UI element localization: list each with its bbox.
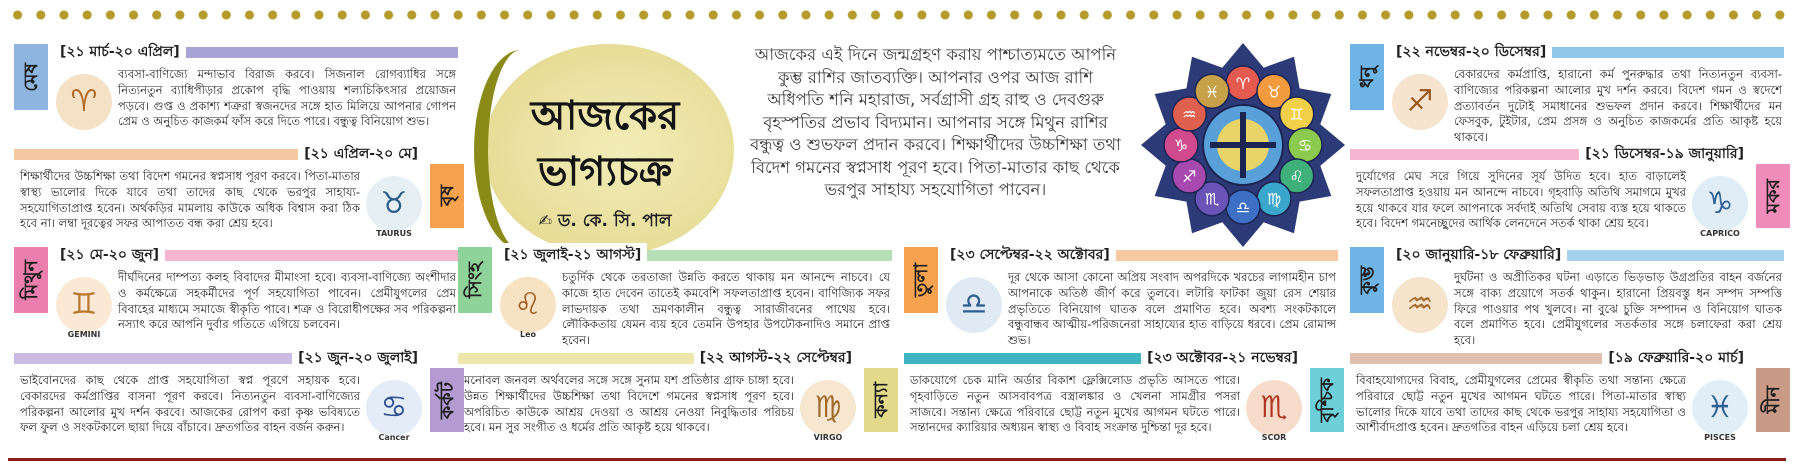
zodiac-karkat-icon xyxy=(366,380,422,442)
sign-block-brisha xyxy=(14,142,464,242)
sign-prediction-text: দীর্ঘদিনের দাম্পত্য কলহ বিবাদের মীমাংসা হবে। ব্যবসা-বাণিজ্যে অংশীদার ও কর্মক্ষেত্রে সহকর্মীদের পূর্ণ সহযোগিতা পাবেন। প্রেমীযুগলের প্রেম বিবাহের মাধ্যমে সমাজে স্বীকৃতি পাবে। শত্রু ও বিরোধীপক্ষের সব পরিকল্পনা নস্যাৎ করে আপনি দুর্বার গতিতে এগিয়ে চলবেন। xyxy=(118,270,456,332)
wheel-sign-glyph: ♉ xyxy=(1266,82,1282,102)
sign-dates: [২৩ অক্টোবর-২১ নভেম্বর] xyxy=(1141,346,1304,370)
sign-color-band xyxy=(1116,250,1338,261)
sign-prediction-text: বেকারদের কর্মপ্রাপ্তি, হারানো কর্ম পুনরুদ্ধার তথা নিত্যনতুন ব্যবসা-বাণিজ্যের পরিকল্পনা আলোর মুখ দর্শন করবে। বিদেশ গমন ও স্বদেশে প্রত্যাবর্তন দুটোই সমাধানের শুভফল প্রদান করবে। শিক্ষার্থীদের মন ফেসবুক, টুইটার, প্রেম প্রসঙ্গ ও অনুচিত কাজকর্মের প্রতি আকৃষ্ট হয়ে থাকবে। xyxy=(1454,67,1782,145)
zodiac-glyph: ♑ xyxy=(1706,186,1734,221)
sign-name: তুলা xyxy=(909,263,932,297)
page-title-line2: ভাগ্যচক্র xyxy=(537,148,673,195)
zodiac-glyph: ♏ xyxy=(1260,390,1288,425)
sign-prediction-text: ভাইবোনদের কাছ থেকে প্রাপ্ত সহযোগিতা স্বপ্ন পূরণে সহায়ক হবে। বেকারদের কর্মপ্রাপ্তির বাসনা পূরণ করবে। নিত্যনতুন ব্যবসা-বাণিজ্যের পরিকল্পনা আলোর মুখ দর্শন করবে। আজকের রোপণ করা কৃষ্ণ ভবিষ্যতে ফল ফুল ও সংকটকালে ছায়া দিয়ে বাঁচাবে। দ্রুতগতির বাহন বর্জন করুন। xyxy=(20,373,360,435)
sign-color-band xyxy=(14,353,292,364)
dotted-top-border xyxy=(6,8,1788,22)
zodiac-icon-label: GEMINI xyxy=(67,330,101,339)
zodiac-icon-label: CAPRICO xyxy=(1700,229,1740,238)
sign-color-band xyxy=(904,353,1141,364)
zodiac-glyph: ♓ xyxy=(1706,390,1734,425)
sign-name-box xyxy=(864,368,898,432)
zodiac-makar-icon xyxy=(1692,176,1748,238)
sign-name-box xyxy=(430,164,464,228)
wheel-sign-glyph: ♐ xyxy=(1182,167,1197,186)
sign-block-makar xyxy=(1350,142,1790,242)
wheel-sign-glyph: ♏ xyxy=(1204,189,1220,209)
zodiac-dhanu-icon xyxy=(1392,74,1448,130)
sign-dates: [২২ আগস্ট-২২ সেপ্টেম্বর] xyxy=(694,346,858,370)
sign-dates: [২০ জানুয়ারি-১৮ ফেব্রুয়ারি] xyxy=(1390,243,1567,267)
sign-block-kumbha xyxy=(1350,243,1790,348)
sign-prediction-text: ব্যবসা-বাণিজ্যে মন্দাভাব বিরাজ করবে। সিজনাল রোগব্যাধির সঙ্গে নিত্যনতুন ব্যাধিপীড়ার প্রকোপ বৃদ্ধি পাওয়ায় শল্যচিকিৎসার প্রয়োজন পড়বে। গুপ্ত ও প্রকাশ্য শত্রুরা স্বজনদের সঙ্গে হাত মিলিয়ে আপনার গোপন প্রেম ও অনুচিত কাজকর্ম ফাঁস করে দিতে পারে। বন্ধুত্ব বিনিয়োগ শুভ। xyxy=(118,67,456,129)
zodiac-glyph: ♒ xyxy=(1406,287,1434,322)
wheel-sign-glyph: ♌ xyxy=(1289,167,1304,186)
sign-dates: [২৩ সেপ্টেম্বর-২২ অক্টোবর] xyxy=(944,243,1116,267)
sign-name: মিথুন xyxy=(19,260,42,300)
sign-color-band xyxy=(1552,47,1784,58)
zodiac-meen-icon xyxy=(1692,380,1748,442)
sign-date-bar xyxy=(54,243,458,267)
zodiac-glyph: ♌ xyxy=(514,287,542,322)
author-line xyxy=(470,208,740,236)
zodiac-glyph: ♉ xyxy=(380,186,408,221)
sign-prediction-text: দুর্যোগের মেঘ সরে গিয়ে সুদিনের সূর্য উদিত হবে। হাত বাড়ালেই সফলতাপ্রাপ্ত হওয়ায় মন আনন্দে নাচবে। গৃহবাড়ি অতিথি সমাগমে মুখর হয়ে থাকবে যার ফলে আপনাকে সর্বদাই অতিথি সেবায় ব্যস্ত হয়ে থাকতে হবে। বিদেশ গমনেচ্ছুদের আর্থিক লেনদেনে সতর্ক থাকা শ্রেয় হবে। xyxy=(1356,169,1686,231)
sign-name-box xyxy=(14,44,48,110)
sign-name-box xyxy=(1350,247,1384,313)
sign-color-band xyxy=(186,47,458,58)
sign-block-tula xyxy=(904,243,1344,348)
title-emblem xyxy=(470,40,740,250)
sign-date-bar xyxy=(1390,40,1784,64)
sign-name: বৃষ xyxy=(435,185,458,207)
sign-name: কর্কট xyxy=(435,381,458,419)
sign-prediction-text: বিবাহযোগ্যদের বিবাহ, প্রেমীযুগলের প্রেমের স্বীকৃতি তথা সন্তান্য ক্ষেত্রে পরিবারে ছোট্ট নতুন মুখের আগমন ঘটতে পারে। পিতা-মাতার স্বাস্থ্য ভালোর দিকে যাবে তথা তাদের কাছ থেকে ভরপুর সাহায্য সহযোগিতা ও আশীর্বাদপ্রাপ্ত হবেন। দ্রুতগতির বাহন এড়িয়ে চলা শ্রেয় হবে। xyxy=(1356,373,1686,435)
sign-date-bar xyxy=(944,243,1338,267)
wheel-sign-glyph: ♊ xyxy=(1289,105,1304,124)
sign-block-dhanu xyxy=(1350,40,1790,145)
sign-date-bar xyxy=(1350,142,1750,166)
zodiac-kanya-icon xyxy=(800,380,856,442)
author-name: ড. কে. সি. পাল xyxy=(557,211,672,231)
sign-name: মীন xyxy=(1761,386,1784,414)
sign-name-box xyxy=(1756,164,1790,228)
sign-dates: [২১ জুন-২০ জুলাই] xyxy=(292,346,424,370)
sign-dates: [২১ ডিসেম্বর-১৯ জানুয়ারি] xyxy=(1579,142,1750,166)
sign-block-brishchik xyxy=(904,346,1344,446)
zodiac-mesh-icon xyxy=(56,74,112,130)
sign-dates: [২১ এপ্রিল-২০ মে] xyxy=(298,142,424,166)
page-title-line1: আজকের xyxy=(530,92,680,139)
sign-dates: [১৯ ফেব্রুয়ারি-২০ মার্চ] xyxy=(1602,346,1750,370)
sign-date-bar xyxy=(1390,243,1784,267)
zodiac-kumbha-icon xyxy=(1392,277,1448,333)
sign-block-mithun xyxy=(14,243,464,343)
sign-date-bar xyxy=(904,346,1304,370)
sign-prediction-text: চতুর্দিক থেকে তরতাজা উন্নতি করতে থাকায় মন আনন্দে নাচবে। যে কাজে হাত দেবেন তাতেই কমবেশি সফলতাপ্রাপ্ত হবেন। বাণিজ্যিক সফর লাভদায়ক তথা ভ্রমণকালীন বন্ধুত্ব সারাজীবনের পাথেয় হবে। লৌকিকতায় যেমন ব্যয় হবে তেমনি উপহার উপঢৌকনাদিও সমানে প্রাপ্ত হবেন। xyxy=(562,270,890,348)
zodiac-brishchik-icon xyxy=(1246,380,1302,442)
sign-name: মেষ xyxy=(19,62,42,92)
wheel-sign-glyph: ♒ xyxy=(1182,105,1197,124)
zodiac-icon-label: VIRGO xyxy=(813,433,843,442)
sign-prediction-text: দূর থেকে আসা কোনো অপ্রিয় সংবাদ অপরদিকে খরচের লাগামহীন চাপ আপনাকে অতিষ্ঠ জীর্ণ করে তুলবে। লটারি ফাটকা জুয়া রেস শেয়ার প্রভৃতিতে বিনিয়োগ ঘাতক বলে প্রমাণিত হবে। অবশ্য সংকটকালে বন্ধুবান্ধব আত্মীয়-পরিজনেরা সাহায্যের হাত বাড়িয়ে ধরবে। প্রেম রোমান্স শুভ। xyxy=(1008,270,1336,348)
bottom-rule xyxy=(8,458,1786,461)
sign-block-meen xyxy=(1350,346,1790,446)
sign-color-band xyxy=(14,149,298,160)
sign-block-karkat xyxy=(14,346,464,446)
sign-name-box xyxy=(1350,44,1384,110)
sign-name: বৃশ্চিক xyxy=(1315,377,1338,423)
zodiac-glyph: ♈ xyxy=(70,84,98,119)
zodiac-icon-label: SCOR xyxy=(1261,433,1287,442)
zodiac-glyph: ♎ xyxy=(960,287,988,322)
sign-prediction-text: ডাকযোগে চেক মানি অর্ডার বিকাশ ফ্লেক্সিলোড প্রভৃতি আসতে পারে। গৃহবাড়িতে নতুন আসবাবপত্র বস্ত্রালঙ্কার ও খেলনা সামগ্রীর পসরা সাজবে। সন্তান্য ক্ষেত্রে পরিবারে ছোট্ট নতুন মুখের আগমন ঘটতে পারে। সন্তানদের ক্যারিয়ার অধ্যয়ন স্বাস্থ্য ও বিবাহ সংক্রান্ত দুশ্চিন্তা দূর হবে। xyxy=(910,373,1240,435)
sign-name: সিংহ xyxy=(463,261,486,299)
sign-name-box xyxy=(1310,368,1344,432)
wheel-sign-glyph: ♈ xyxy=(1235,74,1251,93)
sign-date-bar xyxy=(54,40,458,64)
zodiac-wheel-image xyxy=(1138,40,1348,250)
wheel-sign-glyph: ♑ xyxy=(1173,136,1189,155)
zodiac-icon-label: TAURUS xyxy=(376,229,412,238)
sign-name: কন্যা xyxy=(869,382,892,418)
sign-color-band xyxy=(647,250,892,261)
sign-name-box xyxy=(904,247,938,313)
sign-dates: [২১ মার্চ-২০ এপ্রিল] xyxy=(54,40,186,64)
wheel-sign-glyph: ♓ xyxy=(1204,82,1220,102)
zodiac-icon-label: PISCES xyxy=(1704,433,1736,442)
sign-date-bar xyxy=(1350,346,1750,370)
zodiac-tula-icon xyxy=(946,277,1002,333)
sign-color-band xyxy=(1350,149,1579,160)
zodiac-glyph: ♋ xyxy=(380,390,408,425)
zodiac-glyph: ♐ xyxy=(1406,84,1434,119)
sign-name-box xyxy=(14,247,48,313)
sign-block-mesh xyxy=(14,40,464,140)
zodiac-glyph: ♊ xyxy=(70,287,98,322)
sign-name: মকর xyxy=(1761,178,1784,214)
zodiac-brisha-icon xyxy=(366,176,422,238)
wheel-sign-glyph: ♎ xyxy=(1235,198,1251,217)
sign-color-band xyxy=(1350,353,1602,364)
sign-name-box xyxy=(1756,368,1790,432)
sign-dates: [২২ নভেম্বর-২০ ডিসেম্বর] xyxy=(1390,40,1552,64)
sign-name-box xyxy=(458,247,492,313)
intro-paragraph: আজকের এই দিনে জন্মগ্রহণ করায় পাশ্চাত্যমতে আপনি কুম্ভ রাশির জাতব্যক্তি। আপনার ওপর আজ রাশি অধিপতি শনি মহারাজ, সর্বগ্রাসী গ্রহ রাহু ও দেবগুরু বৃহস্পতির প্রভাব বিদ্যমান। আপনার সঙ্গে মিথুন রাশির বন্ধুত্ব ও শুভফল প্রদান করবে। শিক্ষার্থীদের উচ্চশিক্ষা তথা বিদেশ গমনের স্বপ্নসাধ পূরণ হবে। পিতা-মাতার কাছ থেকে ভরপুর সাহায্য সহযোগিতা পাবেন। xyxy=(750,45,1121,199)
pen-icon: ✍ xyxy=(538,211,552,230)
sign-block-singha xyxy=(458,243,898,348)
sign-name: ধনু xyxy=(1355,66,1378,88)
sign-color-band xyxy=(165,250,458,261)
sign-color-band xyxy=(1567,250,1784,261)
sign-dates: [২১ মে-২০ জুন] xyxy=(54,243,165,267)
wheel-sign-glyph: ♋ xyxy=(1297,136,1313,155)
sign-date-bar xyxy=(14,346,424,370)
sign-name: কুম্ভ xyxy=(1355,265,1378,295)
sign-dates: [২১ জুলাই-২১ আগস্ট] xyxy=(498,243,647,267)
zodiac-glyph: ♍ xyxy=(814,390,842,425)
zodiac-icon-label: Cancer xyxy=(378,433,410,442)
wheel-sign-glyph: ♍ xyxy=(1266,189,1282,209)
sign-color-band xyxy=(458,353,694,364)
sign-prediction-text: দুর্ঘটনা ও অপ্রীতিকর ঘটনা এড়াতে ভিড়ভাড় উগ্রপ্রতির বাহন বর্জনের সঙ্গে বাক্য প্রয়োগে সতর্ক থাকুন। হারানো প্রিয়বস্তু ধন সম্পদ সম্পত্তি ফিরে পাওয়ার পথ খুলবে। না বুঝে চুক্তি সম্পাদন ও বিনিয়োগ ঘাতক বলে প্রমাণিত হবে। প্রেমীযুগলের সতর্কতার সঙ্গে চলাফেরা করা শ্রেয় হবে। xyxy=(1454,270,1782,348)
zodiac-mithun-icon xyxy=(56,277,112,339)
zodiac-singha-icon xyxy=(500,277,556,339)
sign-date-bar xyxy=(498,243,892,267)
sign-block-kanya xyxy=(458,346,898,446)
sign-date-bar xyxy=(458,346,858,370)
sign-prediction-text: শিক্ষার্থীদের উচ্চশিক্ষা তথা বিদেশ গমনের স্বপ্নসাধ পূরণ করবে। পিতা-মাতার স্বাস্থ্য ভালোর দিকে যাবে তথা তাদের কাছ থেকে ভরপুর সাহায্য-সহযোগিতাপ্রাপ্ত হবেন। অর্থকড়ির মামলায় কাউকে অধিক বিশ্বাস করা ঠিক হবে না। লম্বা দূরত্বের সফর আপাতত বন্ধ করা শ্রেয় হবে। xyxy=(20,169,360,231)
zodiac-icon-label: Leo xyxy=(519,330,537,339)
sign-date-bar xyxy=(14,142,424,166)
sign-prediction-text: মনোবল জনবল অর্থবলের সঙ্গে সঙ্গে সুনাম যশ প্রতিষ্ঠার গ্রাফ চাঙ্গা হবে। উন্নত শিক্ষার্থীদের উচ্চশিক্ষা তথা বিদেশে গমনের স্বপ্নসাধ পূরণ হবে। অপরিচিত কাউকে আশ্রয় দেওয়া ও আশ্রয় নেওয়া নিবুদ্ধিতার পরিচয় হবে। মন সুর সংগীত ও ধর্মের প্রতি আকৃষ্ট হয়ে থাকবে। xyxy=(464,373,794,435)
